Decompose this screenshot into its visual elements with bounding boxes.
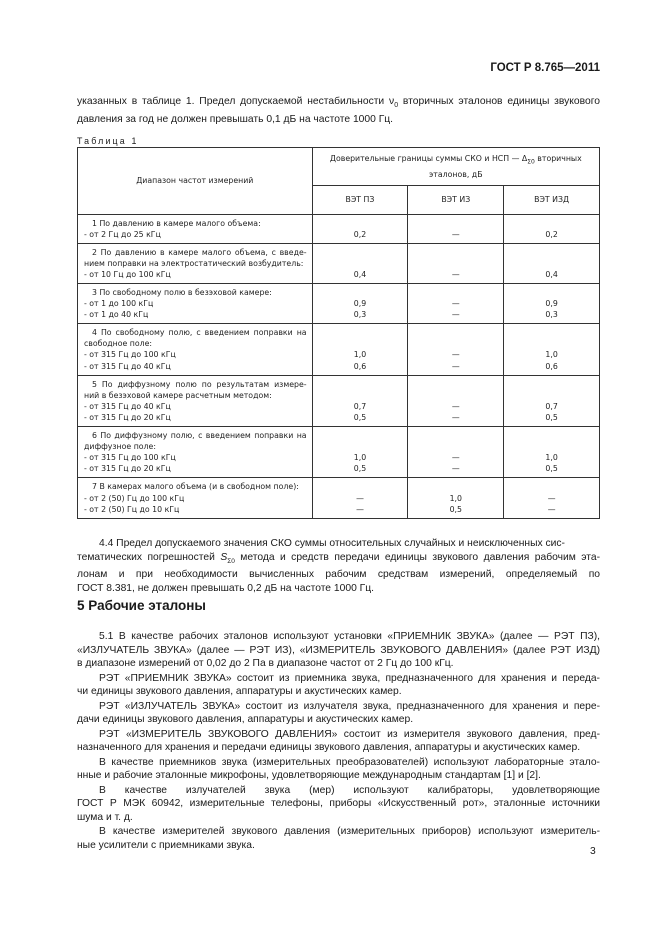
row-range-item: - от 315 Гц до 100 кГц [84, 453, 176, 463]
paragraph-line: ГОСТ Р МЭК 60942, измерительные телефоны, приборы «Искусственный рот», эталонные источники [77, 798, 600, 810]
row-title-line: 1 По давлению в камере малого объема: [92, 218, 261, 228]
paragraph-line: назначенного для хранения и передачи единицы звукового давления, аппаратуры и акустических камер. [77, 742, 581, 754]
paragraph-line: РЭТ «ИЗМЕРИТЕЛЬ ЗВУКОВОГО ДАВЛЕНИЯ» состоит из измерителя звукового давления, пред- [99, 728, 600, 740]
value-cell [408, 427, 504, 478]
value-cell [504, 478, 600, 518]
row-description [78, 324, 313, 375]
value: 1,0 [545, 350, 558, 360]
row-range-item: - от 2 (50) Гц до 10 кГц [84, 504, 180, 514]
value-cell [312, 478, 408, 518]
col-range-header: Диапазон частот измерений [78, 148, 313, 215]
row-description [78, 284, 313, 324]
section-5-heading: 5 Рабочие эталоны [77, 598, 206, 613]
col-vet-iz: ВЭТ ИЗ [408, 185, 504, 214]
document-code: ГОСТ Р 8.765—2011 [490, 62, 600, 74]
value: 0,4 [545, 269, 558, 279]
value-cell [408, 478, 504, 518]
row-range-item: - от 2 Гц до 25 кГц [84, 229, 161, 239]
value-cell [408, 243, 504, 283]
paragraph-line: В качестве излучателей звука (мер) используют калибраторы, удовлетворяющие [99, 784, 600, 796]
value-cell [504, 214, 600, 243]
row-range-item: - от 315 Гц до 100 кГц [84, 350, 176, 360]
row-title-line: нием поправки на электростатический возбудитель: [84, 258, 304, 268]
value: — [451, 464, 460, 474]
paragraph-line: 5.1 В качестве рабочих эталонов используют установки «ПРИЕМНИК ЗВУКА» (далее — РЭТ ПЗ), [99, 631, 600, 642]
table-row [78, 478, 600, 518]
row-description [78, 243, 313, 283]
table-row [78, 243, 600, 283]
row-description [78, 214, 313, 243]
paragraph-line: дачи единицы звукового давления, аппаратуры и акустических камер. [77, 714, 414, 726]
page-number: 3 [590, 846, 596, 857]
row-range-item: - от 315 Гц до 40 кГц [84, 361, 171, 371]
value: — [451, 350, 460, 360]
row-range-item: - от 315 Гц до 20 кГц [84, 464, 171, 474]
value: — [451, 453, 460, 463]
table-row [78, 427, 600, 478]
row-description [78, 478, 313, 518]
row-title-line: диффузное поле: [84, 442, 156, 452]
value-cell [504, 324, 600, 375]
value-cell [312, 324, 408, 375]
value: 0,5 [353, 412, 367, 422]
value: — [451, 310, 460, 320]
paragraph-line: В качестве приемников звука (измерительных преобразователей) используют лабораторные этало- [99, 756, 600, 768]
section-5-paragraph [77, 728, 600, 755]
value: 0,2 [353, 229, 367, 239]
value: — [451, 361, 460, 371]
value: — [451, 229, 460, 239]
row-description [78, 427, 313, 478]
p44-line-3: лонам и при необходимости вычисленных рабочим средствам измерений, определяемый по [77, 569, 600, 581]
p44-line-1: 4.4 Предел допускаемого значения СКО суммы относительных случайных и неисключенных сис- [99, 538, 565, 549]
paragraph-line: В качестве измерителей звукового давления (измерительных приборов) используют измеритель- [99, 826, 600, 838]
nu-subscript: 0 [394, 102, 399, 110]
value: 0,9 [353, 299, 367, 309]
value-cell [408, 375, 504, 426]
value-cell [312, 284, 408, 324]
value: — [547, 493, 556, 503]
row-title-line: 3 По свободному полю в безэховой камере: [92, 288, 272, 298]
value: — [356, 493, 364, 503]
row-description [78, 375, 313, 426]
value-cell [312, 214, 408, 243]
row-range-item: - от 315 Гц до 40 кГц [84, 401, 171, 411]
value: 0,5 [545, 412, 558, 422]
row-title-line: 7 В камерах малого объема (и в свободном поле): [92, 482, 299, 492]
row-title-line: 5 По диффузному полю по результатам измере- [92, 379, 307, 389]
row-title-line: ний в безэховой камере расчетным методом: [84, 390, 272, 400]
value: 0,2 [545, 229, 558, 239]
value: 0,5 [353, 464, 367, 474]
row-range-item: - от 1 до 100 кГц [84, 299, 154, 309]
value: 1,0 [353, 453, 367, 463]
row-range-item: - от 1 до 40 кГц [84, 310, 149, 320]
section-5-paragraph [77, 756, 600, 783]
section-5-paragraph [77, 672, 600, 699]
paragraph-line: РЭТ «ПРИЕМНИК ЗВУКА» состоит из приемника звука, предназначенного для хранения и переда- [99, 672, 600, 684]
col-vet-pz: ВЭТ ПЗ [312, 185, 408, 214]
paragraph-line: ные усилители с приемниками звука. [77, 839, 255, 851]
value: 0,7 [353, 401, 367, 411]
data-table [77, 147, 600, 519]
value: — [451, 299, 460, 309]
paragraph-line: нные и рабочие эталонные микрофоны, удовлетворяющие международным стандартам [1] и [2]. [77, 770, 541, 782]
value: 0,6 [353, 361, 367, 371]
value: 0,5 [545, 464, 558, 474]
row-range-item: - от 315 Гц до 20 кГц [84, 412, 171, 422]
value: — [451, 401, 460, 411]
row-range-item: - от 2 (50) Гц до 100 кГц [84, 493, 185, 503]
intro-line-2: давления за год не должен превышать 0,1 дБ на частоте 1000 Гц. [77, 113, 394, 125]
section-5-paragraph [77, 784, 600, 825]
table-row [78, 284, 600, 324]
p44-line-4: ГОСТ 8.381, не должен превышать 0,2 дБ на частоте 1000 Гц. [77, 582, 375, 594]
section-5-paragraph [77, 700, 600, 727]
row-title-line: 6 По диффузному полю, с введением поправки на [92, 431, 307, 441]
paragraph-line: «ИЗЛУЧАТЕЛЬ ЗВУКА» (далее — РЭТ ИЗ), «ИЗМЕРИТЕЛЬ ЗВУКОВОГО ДАВЛЕНИЯ» (далее РЭТ ИЗД) [77, 644, 600, 656]
value: 0,5 [449, 504, 462, 514]
value-cell [312, 427, 408, 478]
section-5-paragraph [77, 630, 600, 671]
value: — [451, 412, 460, 422]
paragraph-line: в диапазоне измерений от 0,02 до 2 Па в диапазоне частот от 2 Гц до 100 кГц. [77, 658, 454, 670]
table-row [78, 375, 600, 426]
value: 0,3 [545, 310, 558, 320]
value-cell [312, 243, 408, 283]
value-cell [408, 214, 504, 243]
value: 0,4 [353, 269, 367, 279]
col-vet-izd: ВЭТ ИЗД [504, 185, 600, 214]
p44-line-2: тематических погрешностей $S_{\Sigma 0}$ метода и средств передачи единицы звукового давления рабочим эта- [77, 551, 601, 565]
value: — [356, 504, 364, 514]
value-cell [408, 324, 504, 375]
row-range-item: - от 10 Гц до 100 кГц [84, 269, 171, 279]
table-row [78, 214, 600, 243]
value: 1,0 [353, 350, 367, 360]
section-5-body [77, 630, 600, 853]
row-title-line: свободное поле: [84, 339, 153, 349]
table-row [78, 324, 600, 375]
value: 0,6 [545, 361, 558, 371]
value: 0,3 [353, 310, 367, 320]
value: — [451, 269, 460, 279]
value-cell [312, 375, 408, 426]
paragraph-line: шума и т. д. [77, 811, 133, 823]
col-group-header: Доверительные границы суммы СКО и НСП — $\Delta_{\Sigma 0}$ вторичных эталонов, дБ [312, 148, 599, 186]
value-cell [504, 243, 600, 283]
nu-symbol: ν [389, 96, 395, 107]
s-symbol: S [220, 551, 228, 563]
table-label: Таблица 1 [77, 136, 139, 146]
value-cell [504, 375, 600, 426]
paragraph-4-4 [77, 537, 600, 595]
paragraph-line: РЭТ «ИЗЛУЧАТЕЛЬ ЗВУКА» состоит из излучателя звука, предназначенного для хранения и пере- [99, 700, 600, 712]
value: — [547, 504, 556, 514]
row-title-line: 4 По свободному полю, с введением поправки на [92, 328, 307, 338]
paragraph-line: чи единицы звукового давления, аппаратуры и акустических камер. [77, 686, 402, 698]
value: 1,0 [545, 453, 558, 463]
section-5-paragraph [77, 825, 600, 852]
intro-paragraph [77, 95, 600, 126]
value: 0,7 [545, 401, 558, 411]
row-title-line: 2 По давлению в камере малого объема, с введе- [92, 247, 307, 257]
value-cell [504, 427, 600, 478]
value: 1,0 [449, 493, 462, 503]
value: 0,9 [545, 299, 558, 309]
value-cell [408, 284, 504, 324]
value-cell [504, 284, 600, 324]
s-subscript: Σ0 [227, 557, 235, 565]
intro-line-1: указанных в таблице 1. Предел допускаемой нестабильности $\nu_0$ вторичных эталонов единицы звукового [77, 96, 600, 110]
